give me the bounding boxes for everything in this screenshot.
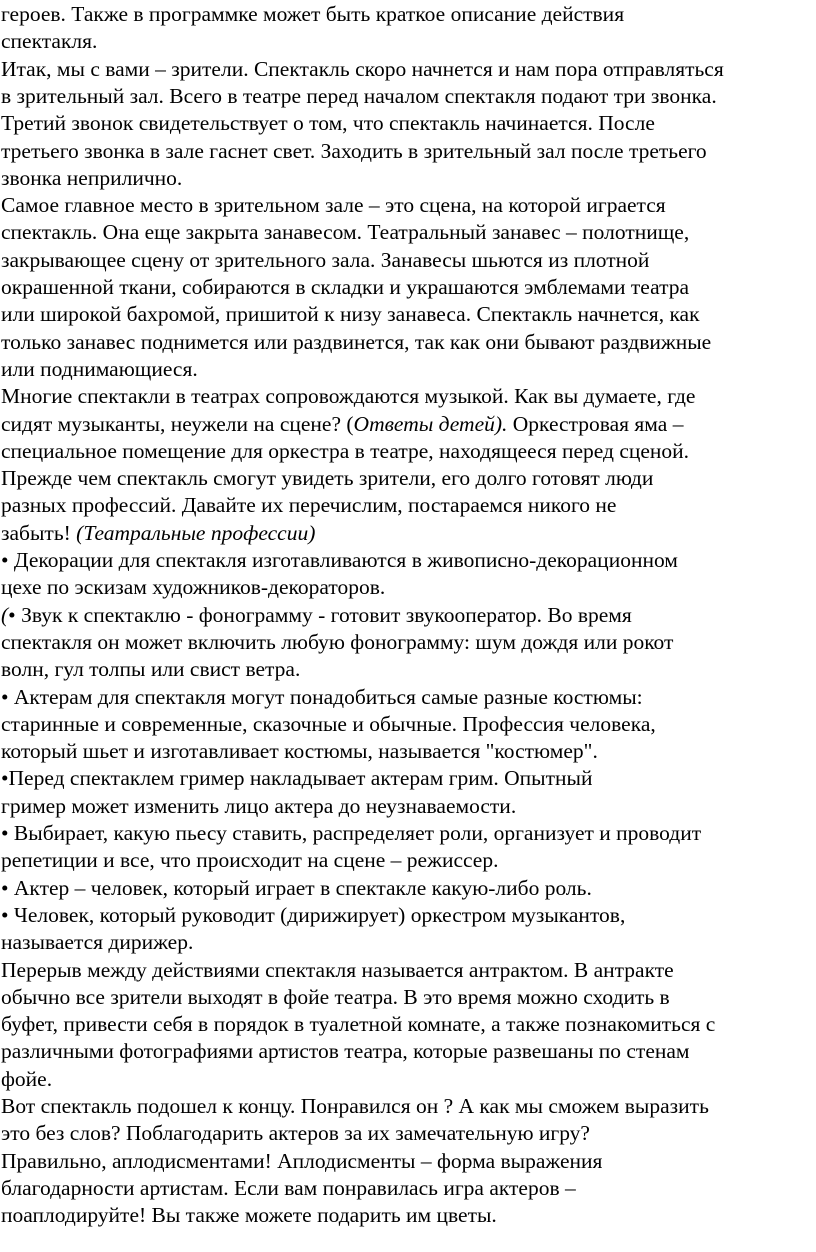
text-line: цехе по эскизам художников-декораторов. (1, 575, 386, 600)
text-line: фойе. (1, 1066, 53, 1091)
text-line: спектакля он может включить любую фонограмму: шум дождя или рокот (1, 629, 674, 654)
text-line: Многие спектакли в театрах сопровождаются музыкой. Как вы думаете, где (1, 384, 696, 409)
text-line: гример может изменить лицо актера до неузнаваемости. (1, 793, 517, 818)
text-line: Третий звонок свидетельствует о том, что спектакль начинается. После (1, 111, 655, 136)
text-line: репетиции и все, что происходит на сцене – режиссер. (1, 848, 499, 873)
text-segment: забыть! (1, 520, 77, 545)
text-line: Перерыв между действиями спектакля называется антрактом. В антракте (1, 957, 674, 982)
text-line: Итак, мы с вами – зрители. Спектакль скоро начнется и нам пора отправляться (1, 56, 724, 81)
text-line: благодарности артистам. Если вам понравилась игра актеров – (1, 1175, 576, 1200)
italic-text: (Театральные профессии) (76, 520, 316, 545)
text-line: Правильно, аплодисментами! Аплодисменты – форма выражения (1, 1148, 603, 1173)
text-line: буфет, привести себя в порядок в туалетной комнате, а также познакомиться с (1, 1012, 716, 1037)
text-line: в зрительный зал. Всего в театре перед началом спектакля подают три звонка. (1, 83, 717, 108)
text-line: или широкой бахромой, пришитой к низу занавеса. Спектакль начнется, как (1, 302, 700, 327)
text-line: старинные и современные, сказочные и обычные. Профессия человека, (1, 711, 656, 736)
italic-text: ( (1, 602, 9, 627)
text-line (1, 602, 632, 629)
text-segment: Оркестровая яма – (507, 411, 684, 436)
text-line: или поднимающиеся. (1, 356, 198, 381)
text-line: обычно все зрители выходят в фойе театра. В это время можно сходить в (1, 984, 670, 1009)
text-line: Прежде чем спектакль смогут увидеть зрители, его долго готовят люди (1, 466, 654, 491)
text-line: это без слов? Поблагодарить актеров за их замечательную игру? (1, 1121, 590, 1146)
text-line: разных профессий. Давайте их перечислим, постараемся никого не (1, 493, 617, 518)
text-line: спектакль. Она еще закрыта занавесом. Театральный занавес – полотнище, (1, 220, 690, 245)
text-line: звонка неприлично. (1, 165, 183, 190)
text-line: только занавес поднимется или раздвинется, так как они бывают раздвижные (1, 329, 712, 354)
text-line: Вот спектакль подошел к концу. Понравился он ? А как мы сможем выразить (1, 1094, 709, 1118)
text-segment: • Звук к спектаклю - фонограмму - готовит звукооператор. Во время (8, 602, 632, 627)
text-line: • Выбирает, какую пьесу ставить, распределяет роли, организует и проводит (1, 821, 702, 845)
text-line: героев. Также в программке может быть краткое описание действия (1, 2, 625, 26)
text-line: •Перед спектаклем гример накладывает актерам грим. Опытный (1, 766, 593, 791)
text-line (1, 520, 315, 547)
italic-text: Ответы детей). (353, 411, 508, 436)
text-line: третьего звонка в зале гаснет свет. Заходить в зрительный зал после третьего (1, 138, 707, 163)
text-line: различными фотографиями артистов театра, которые развешаны по стенам (1, 1039, 690, 1064)
text-line: окрашенной ткани, собираются в складки и украшаются эмблемами театра (1, 275, 690, 299)
text-segment: сидят музыканты, неужели на сцене? ( (1, 411, 354, 436)
text-line: называется дирижер. (1, 930, 194, 955)
text-line: волн, гул толпы или свист ветра. (1, 657, 301, 682)
text-line (1, 411, 683, 438)
text-line: • Декорации для спектакля изготавливаются в живописно-декорационном (1, 548, 678, 572)
text-line: который шьет и изготавливает костюмы, называется "костюмер". (1, 739, 598, 764)
text-line: • Актерам для спектакля могут понадобиться самые разные костюмы: (1, 684, 643, 709)
text-line: • Актер – человек, который играет в спектакле какую-либо роль. (1, 875, 592, 900)
text-line: поаплодируйте! Вы также можете подарить им цветы. (1, 1203, 497, 1228)
text-line: спектакля. (1, 29, 98, 54)
text-line: специальное помещение для оркестра в театре, находящееся перед сценой. (1, 438, 690, 463)
text-line: закрывающее сцену от зрительного зала. Занавесы шьются из плотной (1, 247, 650, 272)
text-line: • Человек, который руководит (дирижирует) оркестром музыкантов, (1, 902, 626, 927)
text-line: Самое главное место в зрительном зале – это сцена, на которой играется (1, 193, 666, 218)
